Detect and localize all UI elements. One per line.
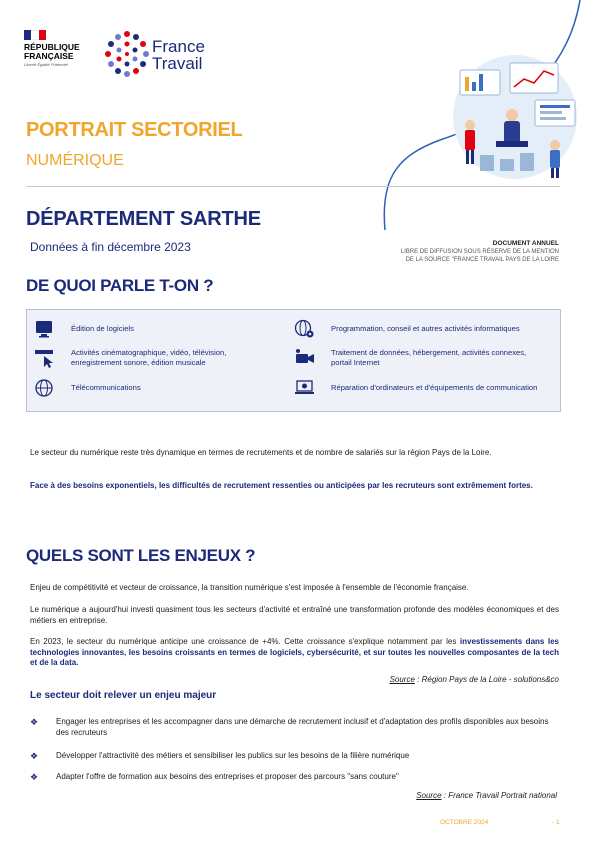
stakes-paragraph-1: Enjeu de compétitivité et vecteur de croissance, la transition numérique s'est imposée à l'ensemble de l'économie française.	[30, 583, 469, 592]
activity-item	[34, 377, 274, 399]
rf-motto: Liberté Égalité Fraternité	[24, 62, 68, 67]
marianne-flag-icon	[24, 30, 46, 40]
challenge-bullet	[30, 772, 559, 783]
source-label: Source	[416, 791, 442, 800]
source-label: Source	[389, 675, 415, 684]
brand-name: France Travail	[152, 37, 205, 73]
france-travail-dots-icon	[104, 30, 150, 80]
bullet-text: Adapter l'offre de formation aux besoins des entreprises et proposer des parcours "sans couture"	[56, 772, 399, 781]
bullet-text: Développer l'attractivité des métiers et sensibiliser les publics sur les besoins de la filière numérique	[56, 751, 410, 760]
source-note-1	[390, 675, 559, 684]
section-heading-scope: DE QUOI PARLE T-ON ?	[26, 276, 214, 295]
bullet-text: Engager les entreprises et les accompagner dans une démarche de recrutement inclusif et d'adaptation des profils disponibles aux besoins des recruteurs	[56, 717, 549, 737]
department-title: DÉPARTEMENT SARTHE	[26, 208, 261, 230]
data-date-note: Données à fin décembre 2023	[30, 240, 191, 254]
activity-item	[293, 347, 543, 369]
source-text: : Région Pays de la Loire - solutions&co	[414, 675, 559, 684]
activity-label: Télécommunications	[71, 383, 141, 392]
diamond-bullet-icon: ❖	[30, 772, 39, 782]
challenge-subheading: Le secteur doit relever un enjeu majeur	[30, 690, 217, 701]
cursor-screen-icon	[34, 347, 60, 369]
intro-paragraph: Le secteur du numérique reste très dynamique en termes de recrutements et de nombre de salariés sur la région Pays de la Loire.	[30, 448, 492, 457]
activity-item	[293, 377, 543, 399]
globe-gear-icon	[293, 318, 319, 340]
republique-francaise-logo	[24, 30, 94, 68]
video-camera-icon	[293, 347, 319, 369]
stakes-paragraph-3-highlight: investissements dans les technologies innovantes, les besoins croissants en termes de logiciels, cybersécurité, et sur toutes les nouvelles composantes de la tech et de la data.	[30, 637, 560, 667]
rf-name: RÉPUBLIQUE FRANÇAISE	[24, 42, 80, 61]
diamond-bullet-icon: ❖	[30, 717, 39, 727]
activity-label: Édition de logiciels	[71, 324, 134, 333]
diamond-bullet-icon: ❖	[30, 751, 39, 761]
stakes-paragraph-2: Le numérique a aujourd'hui investi quasiment tous les secteurs d'activité et entraîné une transformation profonde des modèles économiques et des métiers en entreprise.	[30, 605, 559, 625]
activity-label: Traitement de données, hébergement, activités connexes, portail Internet	[331, 348, 527, 367]
page-number: - 1	[552, 819, 560, 826]
activity-item	[293, 318, 543, 340]
intro-key-paragraph	[30, 481, 559, 492]
activity-item	[34, 347, 274, 369]
section-heading-stakes: QUELS SONT LES ENJEUX ?	[26, 546, 256, 565]
globe-icon	[34, 377, 60, 399]
document-info	[401, 240, 559, 264]
sector-title: NUMÉRIQUE	[26, 152, 124, 169]
laptop-gear-icon	[293, 377, 319, 399]
divider	[26, 186, 560, 187]
footer-date: OCTOBRE 2024	[440, 819, 489, 826]
activity-label: Programmation, conseil et autres activités informatiques	[331, 324, 520, 333]
challenge-bullet	[30, 717, 559, 738]
digital-work-illustration	[440, 55, 590, 190]
challenge-bullet	[30, 751, 559, 762]
document-title: PORTRAIT SECTORIEL	[26, 119, 243, 141]
activity-label: Réparation d'ordinateurs et d'équipements de communication	[331, 383, 538, 392]
sector-activities-box	[26, 309, 561, 412]
monitor-icon	[34, 318, 60, 340]
france-travail-logo	[104, 30, 234, 80]
activity-label: Activités cinématographique, vidéo, télévision, enregistrement sonore, édition musicale	[71, 348, 227, 367]
source-note-2	[416, 791, 557, 800]
activity-item	[34, 318, 274, 340]
source-text: : France Travail Portrait national	[441, 791, 557, 800]
intro-key-text: Face à des besoins exponentiels, les difficultés de recrutement ressenties ou anticipées par les recruteurs sont extrêmement fortes.	[30, 481, 533, 490]
diffusion-line-1: LIBRE DE DIFFUSION SOUS RÉSERVE DE LA MENTION	[400, 249, 559, 255]
document-type: DOCUMENT ANNUEL	[492, 240, 559, 247]
diffusion-line-2: DE LA SOURCE "FRANCE TRAVAIL PAYS DE LA LOIRE	[405, 257, 559, 263]
stakes-paragraph-3-start: En 2023, le secteur du numérique anticipe une croissance de +4%. Cette croissance s'explique notamment par les	[30, 637, 460, 646]
stakes-paragraph-3	[30, 637, 559, 669]
